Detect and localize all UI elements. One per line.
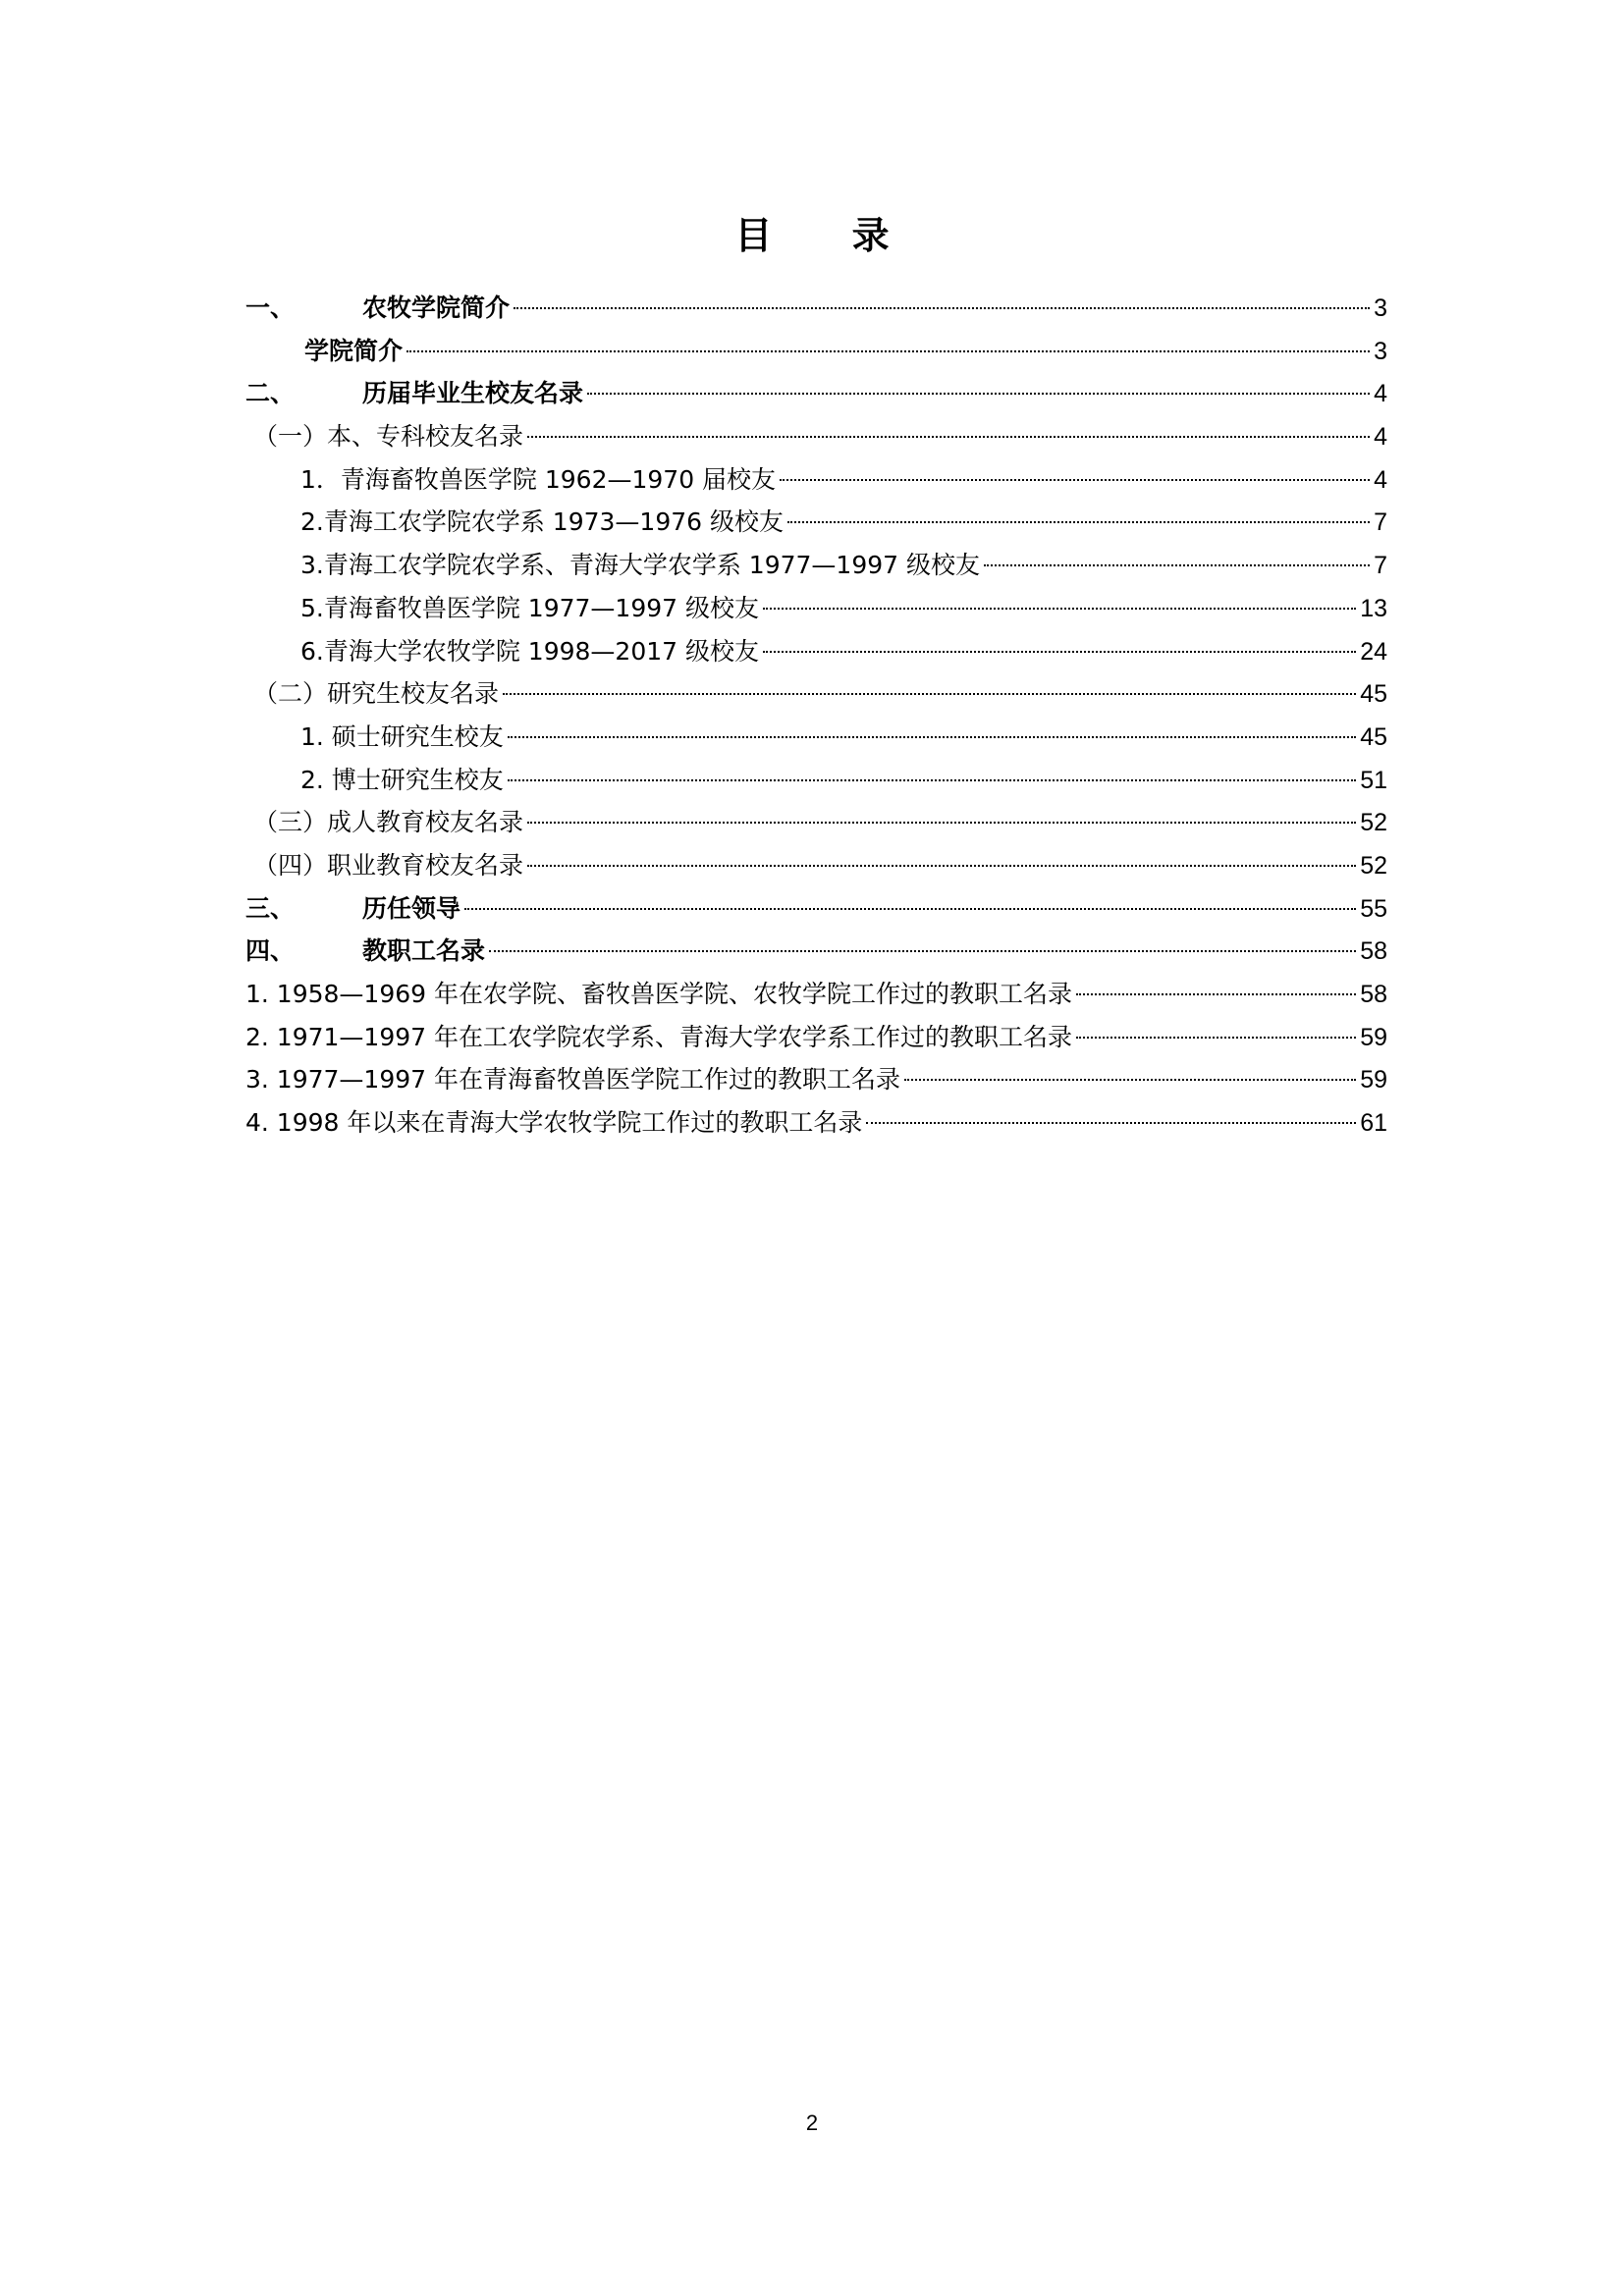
dot-leader bbox=[489, 950, 1356, 952]
toc-entry-title: （三）成人教育校友名录 bbox=[253, 808, 524, 837]
toc-entry-title: 4. 1998 年以来在青海大学农牧学院工作过的教职工名录 bbox=[245, 1108, 863, 1138]
table-of-contents bbox=[245, 287, 1387, 1145]
toc-entry-page: 61 bbox=[1360, 1109, 1387, 1138]
dot-leader bbox=[514, 307, 1370, 309]
toc-entry-page: 55 bbox=[1360, 894, 1387, 923]
toc-entry-number: 二、 bbox=[245, 379, 296, 408]
dot-leader bbox=[787, 521, 1370, 523]
toc-entry-title: 1. 1958—1969 年在农学院、畜牧兽医学院、农牧学院工作过的教职工名录 bbox=[245, 980, 1072, 1008]
toc-entry-page: 52 bbox=[1360, 851, 1387, 880]
toc-entry-page: 59 bbox=[1360, 1066, 1387, 1095]
toc-entry[interactable] bbox=[245, 544, 1387, 587]
toc-entry-title: 教职工名录 bbox=[362, 936, 486, 966]
toc-entry-page: 7 bbox=[1374, 508, 1387, 537]
toc-entry-title: 3.青海工农学院农学系、青海大学农学系 1977—1997 级校友 bbox=[300, 551, 980, 580]
toc-entry-page: 4 bbox=[1374, 380, 1387, 408]
toc-entry[interactable] bbox=[245, 930, 1387, 973]
toc-entry-title: 历届毕业生校友名录 bbox=[362, 379, 584, 408]
toc-entry-page: 45 bbox=[1360, 722, 1387, 751]
toc-entry[interactable] bbox=[245, 372, 1387, 415]
toc-entry-title: 1．青海畜牧兽医学院 1962—1970 届校友 bbox=[300, 464, 777, 494]
toc-entry[interactable] bbox=[245, 630, 1387, 673]
toc-entry-page: 3 bbox=[1374, 294, 1387, 322]
dot-leader bbox=[1076, 993, 1356, 995]
toc-entry-title: 学院简介 bbox=[304, 336, 404, 365]
dot-leader bbox=[763, 608, 1356, 610]
toc-entry-page: 7 bbox=[1374, 552, 1387, 580]
toc-entry-title: （一）本、专科校友名录 bbox=[253, 422, 524, 452]
toc-entry[interactable] bbox=[245, 587, 1387, 630]
toc-entry-page: 4 bbox=[1374, 423, 1387, 452]
dot-leader bbox=[904, 1079, 1356, 1081]
dot-leader bbox=[1076, 1037, 1356, 1039]
toc-entry-title: （二）研究生校友名录 bbox=[253, 679, 500, 709]
toc-entry-number: 三、 bbox=[245, 893, 296, 923]
toc-entry-title: 3. 1977—1997 年在青海畜牧兽医学院工作过的教职工名录 bbox=[245, 1065, 900, 1095]
toc-entry[interactable] bbox=[245, 973, 1387, 1016]
dot-leader bbox=[984, 564, 1370, 566]
toc-entry-page: 51 bbox=[1360, 766, 1387, 794]
dot-leader bbox=[527, 822, 1356, 824]
toc-entry-page: 59 bbox=[1360, 1023, 1387, 1051]
toc-entry-page: 3 bbox=[1374, 337, 1387, 365]
toc-entry[interactable] bbox=[245, 330, 1387, 373]
toc-entry-page: 13 bbox=[1360, 594, 1387, 622]
toc-entry-page: 24 bbox=[1360, 637, 1387, 666]
dot-leader bbox=[406, 350, 1370, 352]
toc-entry-page: 58 bbox=[1360, 937, 1387, 966]
toc-entry-page: 58 bbox=[1360, 981, 1387, 1008]
toc-entry-title: 6.青海大学农牧学院 1998—2017 级校友 bbox=[300, 636, 759, 666]
dot-leader bbox=[527, 436, 1370, 438]
toc-entry[interactable] bbox=[245, 672, 1387, 716]
toc-entry-page: 52 bbox=[1360, 809, 1387, 837]
toc-entry-number: 一、 bbox=[245, 294, 296, 322]
dot-leader bbox=[527, 865, 1356, 867]
toc-entry-title: 2. 1971—1997 年在工农学院农学系、青海大学农学系工作过的教职工名录 bbox=[245, 1022, 1072, 1051]
dot-leader bbox=[464, 908, 1356, 910]
toc-entry-title: （四）职业教育校友名录 bbox=[253, 850, 524, 880]
toc-entry[interactable] bbox=[245, 844, 1387, 887]
toc-entry[interactable] bbox=[245, 415, 1387, 458]
toc-entry[interactable] bbox=[245, 887, 1387, 931]
page-number: 2 bbox=[805, 2110, 819, 2135]
toc-entry[interactable] bbox=[245, 1101, 1387, 1145]
toc-entry[interactable] bbox=[245, 458, 1387, 502]
toc-entry[interactable] bbox=[245, 1016, 1387, 1059]
toc-entry[interactable] bbox=[245, 801, 1387, 844]
dot-leader bbox=[780, 479, 1370, 481]
dot-leader bbox=[866, 1122, 1356, 1124]
page-title: 目 录 bbox=[734, 214, 923, 257]
toc-entry[interactable] bbox=[245, 287, 1387, 330]
dot-leader bbox=[763, 651, 1356, 653]
toc-entry-page: 45 bbox=[1360, 680, 1387, 709]
toc-entry-title: 5.青海畜牧兽医学院 1977—1997 级校友 bbox=[300, 593, 759, 622]
toc-entry-title: 1. 硕士研究生校友 bbox=[300, 721, 504, 751]
toc-entry-title: 农牧学院简介 bbox=[362, 294, 511, 322]
toc-entry[interactable] bbox=[245, 501, 1387, 544]
dot-leader bbox=[587, 393, 1370, 395]
dot-leader bbox=[508, 736, 1356, 738]
dot-leader bbox=[508, 779, 1356, 781]
toc-entry-title: 2. 博士研究生校友 bbox=[300, 765, 504, 794]
toc-entry-page: 4 bbox=[1374, 465, 1387, 494]
toc-entry-number: 四、 bbox=[245, 936, 296, 966]
toc-entry[interactable] bbox=[245, 716, 1387, 759]
toc-entry[interactable] bbox=[245, 1058, 1387, 1101]
toc-entry-title: 2.青海工农学院农学系 1973—1976 级校友 bbox=[300, 507, 784, 537]
toc-entry[interactable] bbox=[245, 759, 1387, 802]
dot-leader bbox=[503, 693, 1356, 695]
toc-entry-title: 历任领导 bbox=[362, 893, 461, 923]
